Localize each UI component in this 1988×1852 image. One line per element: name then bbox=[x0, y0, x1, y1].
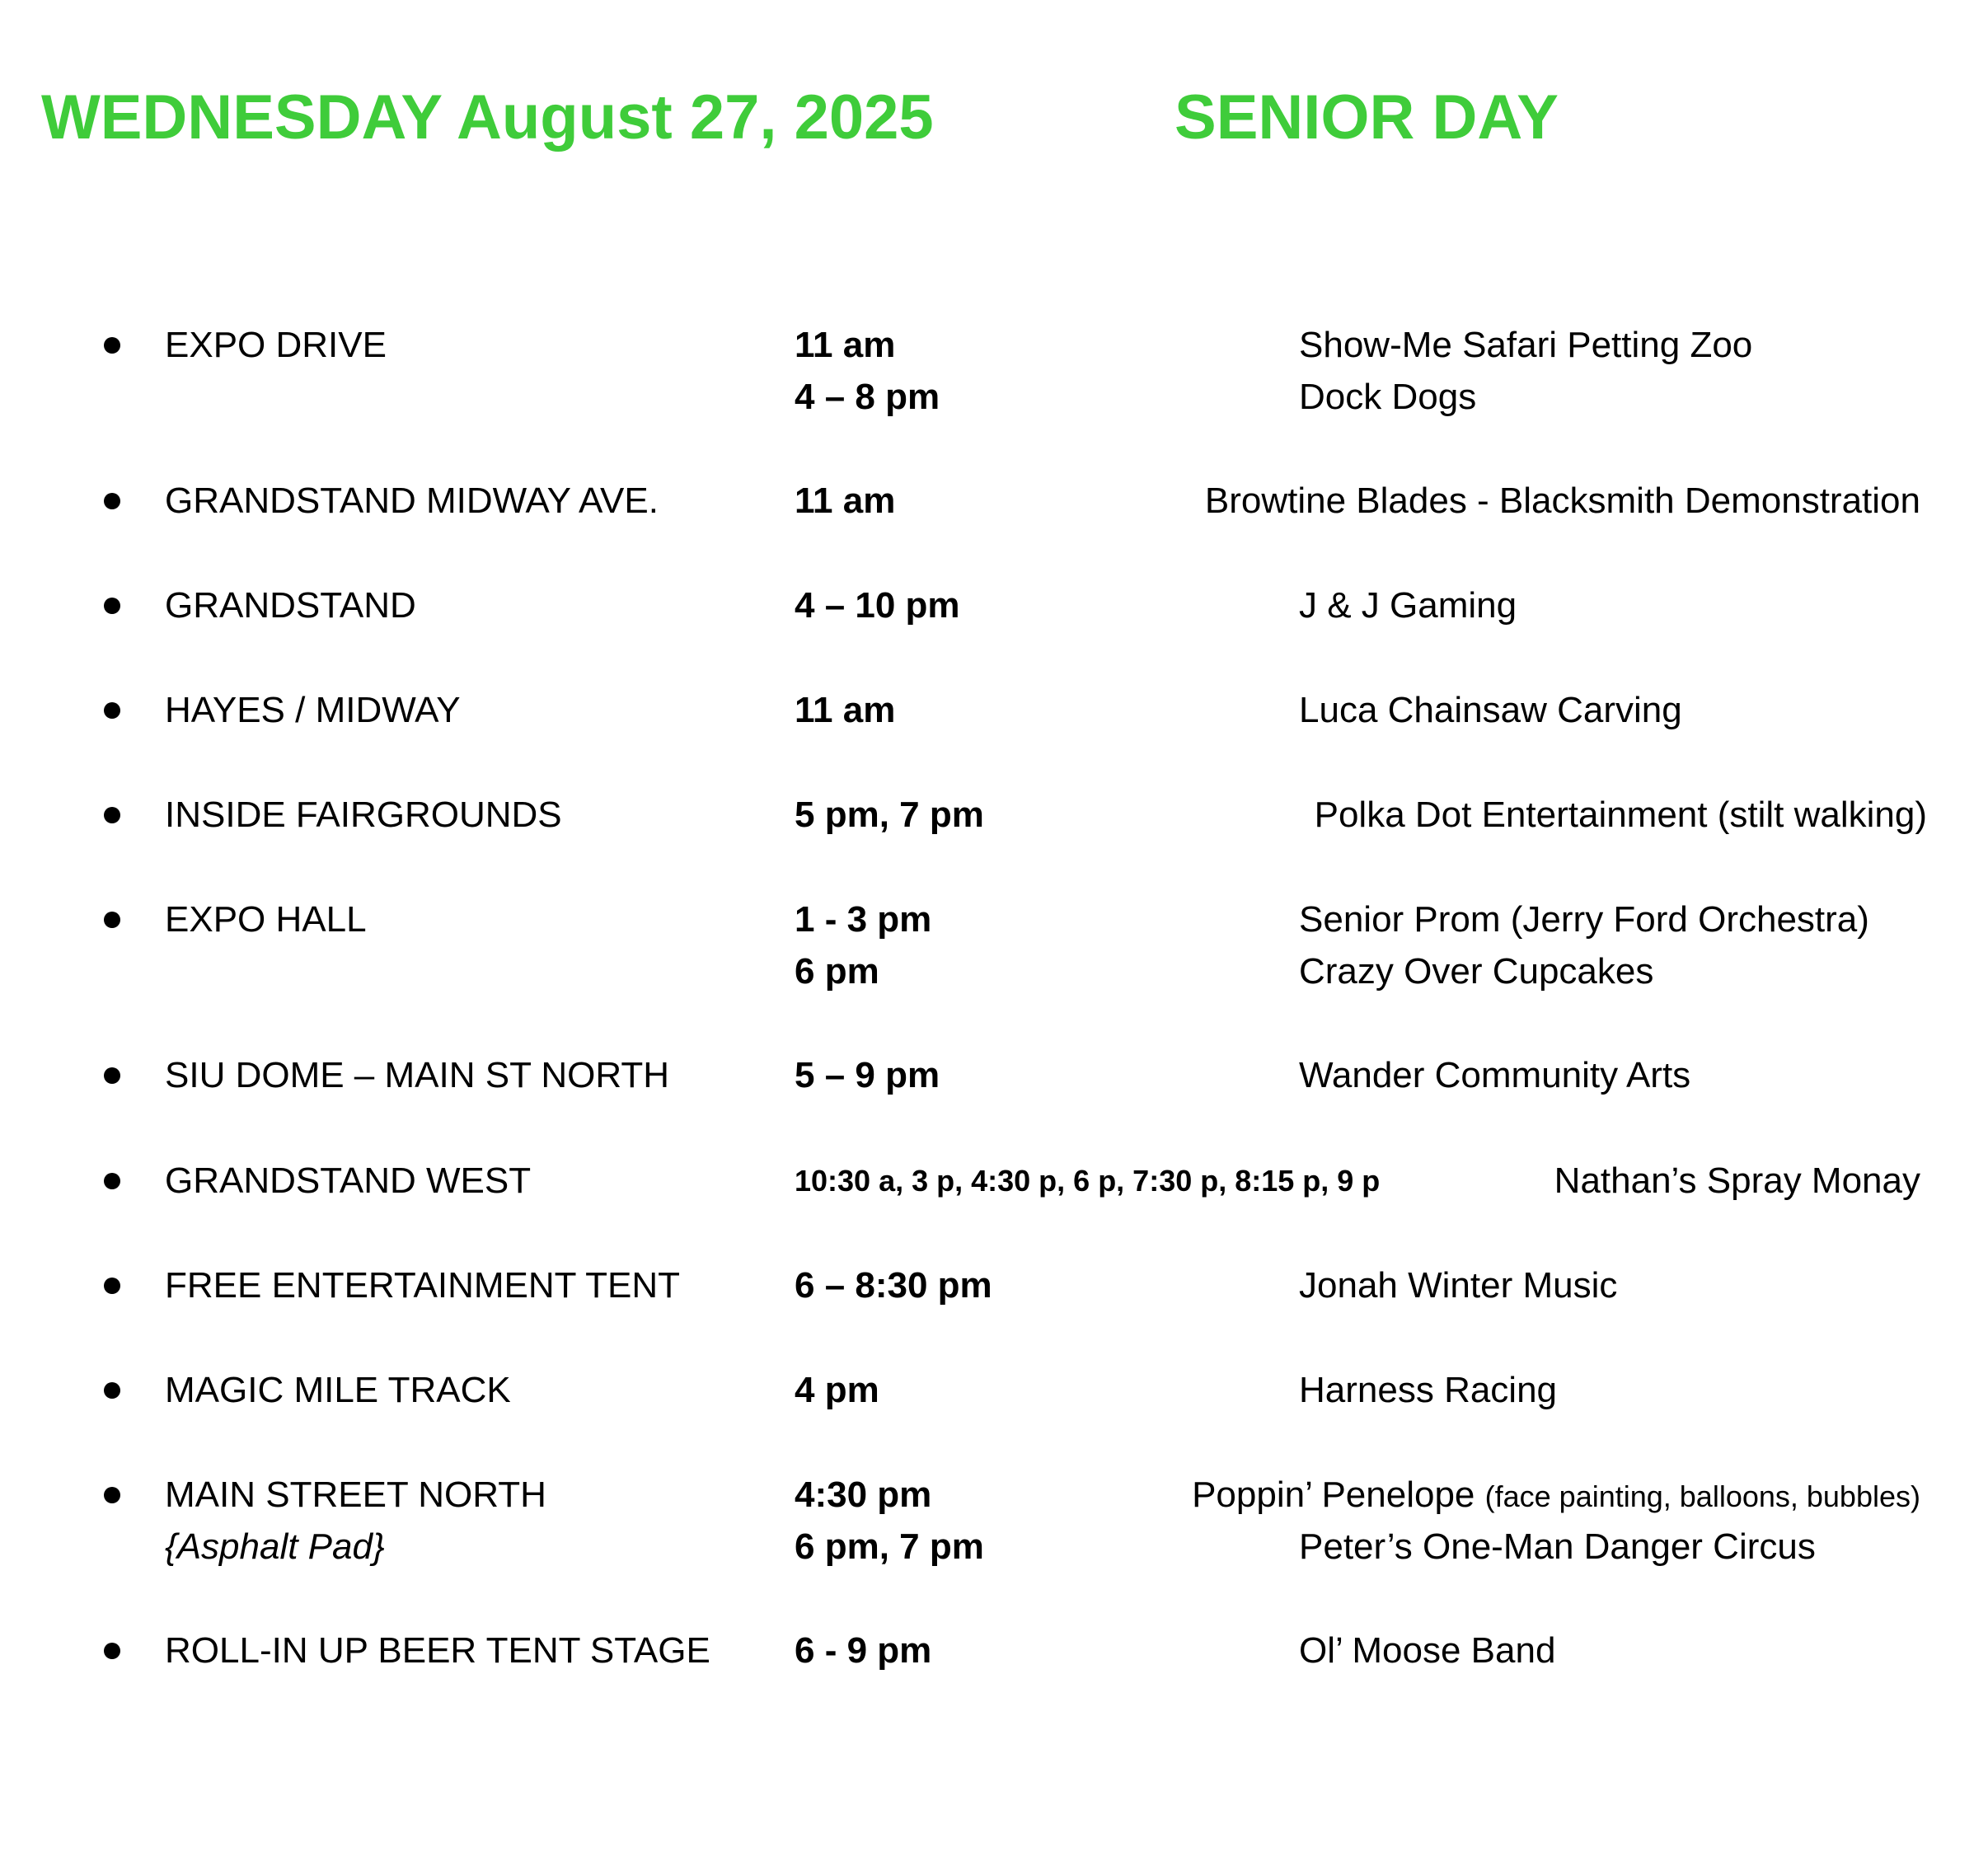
location-label: GRANDSTAND MIDWAY AVE. bbox=[165, 481, 659, 521]
event-activity: Browtine Blades - Blacksmith Demonstration bbox=[1204, 481, 1920, 521]
bullet-icon bbox=[104, 1173, 120, 1189]
event-activity: Ol’ Moose Band bbox=[1299, 1630, 1556, 1671]
event-time: 4 – 10 pm bbox=[795, 585, 960, 626]
event-time: 10:30 a, 3 p, 4:30 p, 6 p, 7:30 p, 8:15 p, 9 p bbox=[795, 1164, 1381, 1198]
event-time: 11 am bbox=[795, 690, 896, 730]
location-label: EXPO DRIVE bbox=[165, 325, 387, 365]
event-time: 4 – 8 pm bbox=[795, 377, 940, 417]
bullet-icon bbox=[104, 702, 120, 719]
bullet-icon bbox=[104, 1487, 120, 1503]
event-activity: Dock Dogs bbox=[1299, 377, 1477, 417]
bullet-icon bbox=[104, 337, 120, 354]
location-label: INSIDE FAIRGROUNDS bbox=[165, 795, 562, 835]
event-time: 5 – 9 pm bbox=[795, 1055, 940, 1095]
location-label: GRANDSTAND bbox=[165, 585, 416, 626]
location-label: ROLL-IN UP BEER TENT STAGE bbox=[165, 1630, 710, 1671]
location-label: MAIN STREET NORTH bbox=[165, 1475, 546, 1515]
event-time: 6 – 8:30 pm bbox=[795, 1265, 992, 1306]
bullet-icon bbox=[104, 493, 120, 509]
event-activity: Crazy Over Cupcakes bbox=[1299, 951, 1654, 992]
location-label: HAYES / MIDWAY bbox=[165, 690, 461, 730]
sublocation-label: {Asphalt Pad} bbox=[165, 1526, 385, 1567]
bullet-icon bbox=[104, 1382, 120, 1399]
event-time: 11 am bbox=[795, 325, 896, 365]
event-activity: Wander Community Arts bbox=[1299, 1055, 1691, 1095]
bullet-icon bbox=[104, 1067, 120, 1084]
event-time: 1 - 3 pm bbox=[795, 899, 932, 940]
event-time: 6 pm, 7 pm bbox=[795, 1526, 984, 1567]
event-activity-name: Poppin’ Penelope bbox=[1192, 1475, 1475, 1515]
bullet-icon bbox=[104, 1643, 120, 1659]
event-activity: Luca Chainsaw Carving bbox=[1299, 690, 1682, 730]
location-label: SIU DOME – MAIN ST NORTH bbox=[165, 1055, 670, 1095]
event-activity: Jonah Winter Music bbox=[1299, 1265, 1618, 1306]
page-title-date: WEDNESDAY August 27, 2025 bbox=[41, 82, 934, 152]
event-time: 5 pm, 7 pm bbox=[795, 795, 984, 835]
event-activity: Senior Prom (Jerry Ford Orchestra) bbox=[1299, 899, 1869, 940]
event-activity bbox=[1192, 1477, 1920, 1513]
event-activity: Peter’s One-Man Danger Circus bbox=[1299, 1526, 1816, 1567]
event-activity: Nathan’s Spray Monay bbox=[1554, 1160, 1920, 1201]
location-label: MAGIC MILE TRACK bbox=[165, 1370, 511, 1410]
location-label: GRANDSTAND WEST bbox=[165, 1160, 532, 1201]
location-label: EXPO HALL bbox=[165, 899, 367, 940]
event-activity: J & J Gaming bbox=[1299, 585, 1517, 626]
bullet-icon bbox=[104, 807, 120, 823]
event-activity: Show-Me Safari Petting Zoo bbox=[1299, 325, 1753, 365]
event-time: 6 - 9 pm bbox=[795, 1630, 932, 1671]
event-time: 4:30 pm bbox=[795, 1475, 932, 1515]
location-label: FREE ENTERTAINMENT TENT bbox=[165, 1265, 681, 1306]
page-title-theme: SENIOR DAY bbox=[1175, 82, 1559, 152]
event-time: 6 pm bbox=[795, 951, 879, 992]
bullet-icon bbox=[104, 598, 120, 614]
event-activity: Harness Racing bbox=[1299, 1370, 1558, 1410]
bullet-icon bbox=[104, 912, 120, 928]
event-time: 11 am bbox=[795, 481, 896, 521]
bullet-icon bbox=[104, 1278, 120, 1294]
event-time: 4 pm bbox=[795, 1370, 879, 1410]
event-activity-note: (face painting, balloons, bubbles) bbox=[1484, 1479, 1920, 1513]
event-activity: Polka Dot Entertainment (stilt walking) bbox=[1314, 795, 1927, 835]
